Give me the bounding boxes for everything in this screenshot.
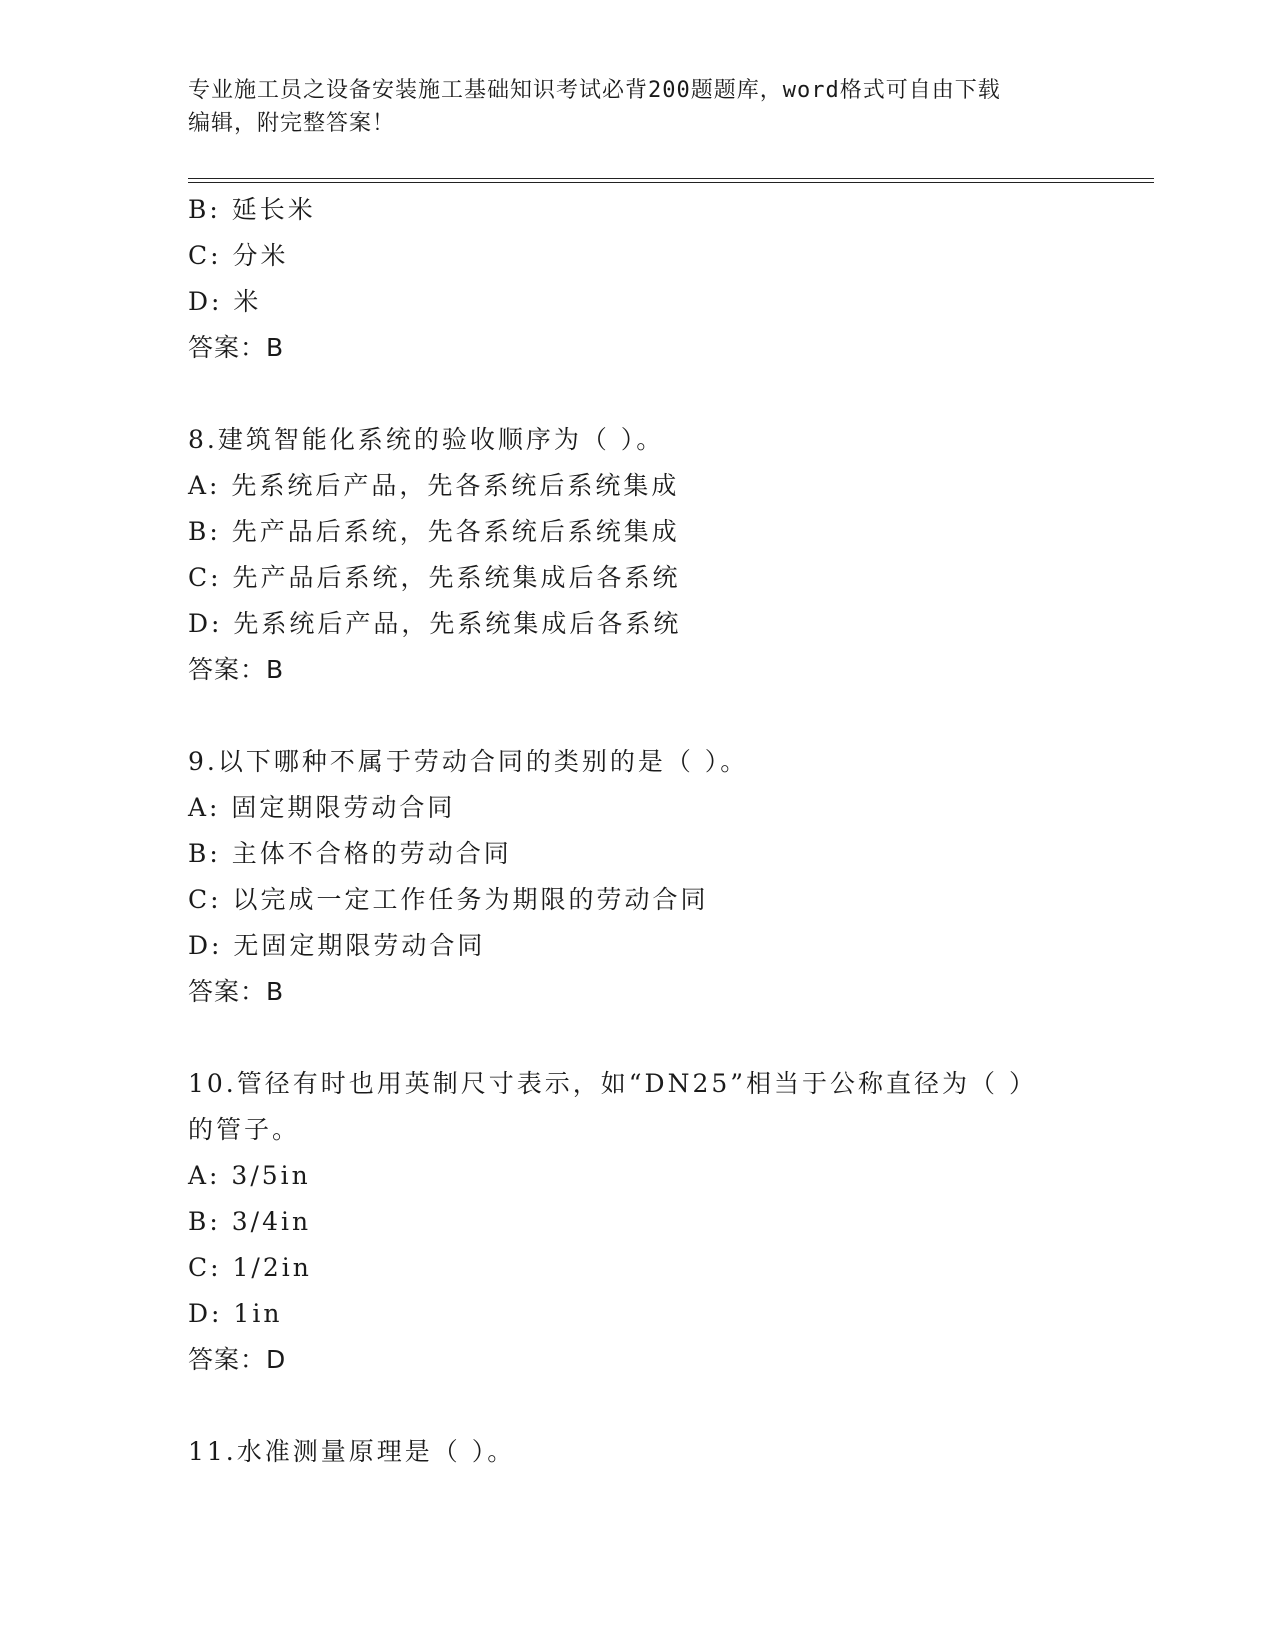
question-stem: 8.建筑智能化系统的验收顺序为（ ）。 xyxy=(188,425,665,454)
answer: 答案：B xyxy=(188,977,285,1006)
option-c: C: 先产品后系统，先系统集成后各系统 xyxy=(188,563,681,592)
question-11 xyxy=(188,1429,1148,1475)
option-b: B: 3/4in xyxy=(188,1207,312,1236)
question-stem: 9.以下哪种不属于劳动合同的类别的是（ ）。 xyxy=(188,747,749,776)
question-10 xyxy=(188,1061,1148,1383)
option-b: B: 先产品后系统，先各系统后系统集成 xyxy=(188,517,680,546)
header-line-2: 编辑，附完整答案！ xyxy=(188,111,396,136)
option-d: D: 先系统后产品，先系统集成后各系统 xyxy=(188,609,682,638)
answer: 答案：B xyxy=(188,655,285,684)
question-list xyxy=(188,187,1148,1475)
answer: 答案：D xyxy=(188,1345,287,1374)
option-c: C: 分米 xyxy=(188,241,289,270)
question-stem-line-2: 的管子。 xyxy=(188,1115,301,1144)
question-stem-line-1: 10.管径有时也用英制尺寸表示，如“DN25”相当于公称直径为（ ） xyxy=(188,1069,1037,1098)
document-header xyxy=(188,74,1088,140)
header-divider-top xyxy=(188,178,1154,179)
option-c: C: 以完成一定工作任务为期限的劳动合同 xyxy=(188,885,709,914)
option-d: D: 无固定期限劳动合同 xyxy=(188,931,486,960)
answer: 答案：B xyxy=(188,333,285,362)
option-a: A: 先系统后产品，先各系统后系统集成 xyxy=(188,471,680,500)
option-d: D: 1in xyxy=(188,1299,283,1328)
question-9 xyxy=(188,739,1148,1015)
option-b: B: 延长米 xyxy=(188,195,316,224)
option-d: D: 米 xyxy=(188,287,262,316)
option-c: C: 1/2in xyxy=(188,1253,312,1282)
header-line-1: 专业施工员之设备安装施工基础知识考试必背200题题库，word格式可自由下载 xyxy=(188,78,1001,103)
question-stem: 11.水准测量原理是（ ）。 xyxy=(188,1437,516,1466)
option-a: A: 固定期限劳动合同 xyxy=(188,793,456,822)
header-divider-bottom xyxy=(188,182,1154,183)
option-a: A: 3/5in xyxy=(188,1161,311,1190)
option-b: B: 主体不合格的劳动合同 xyxy=(188,839,512,868)
question-7-continued xyxy=(188,187,1148,371)
question-8 xyxy=(188,417,1148,693)
